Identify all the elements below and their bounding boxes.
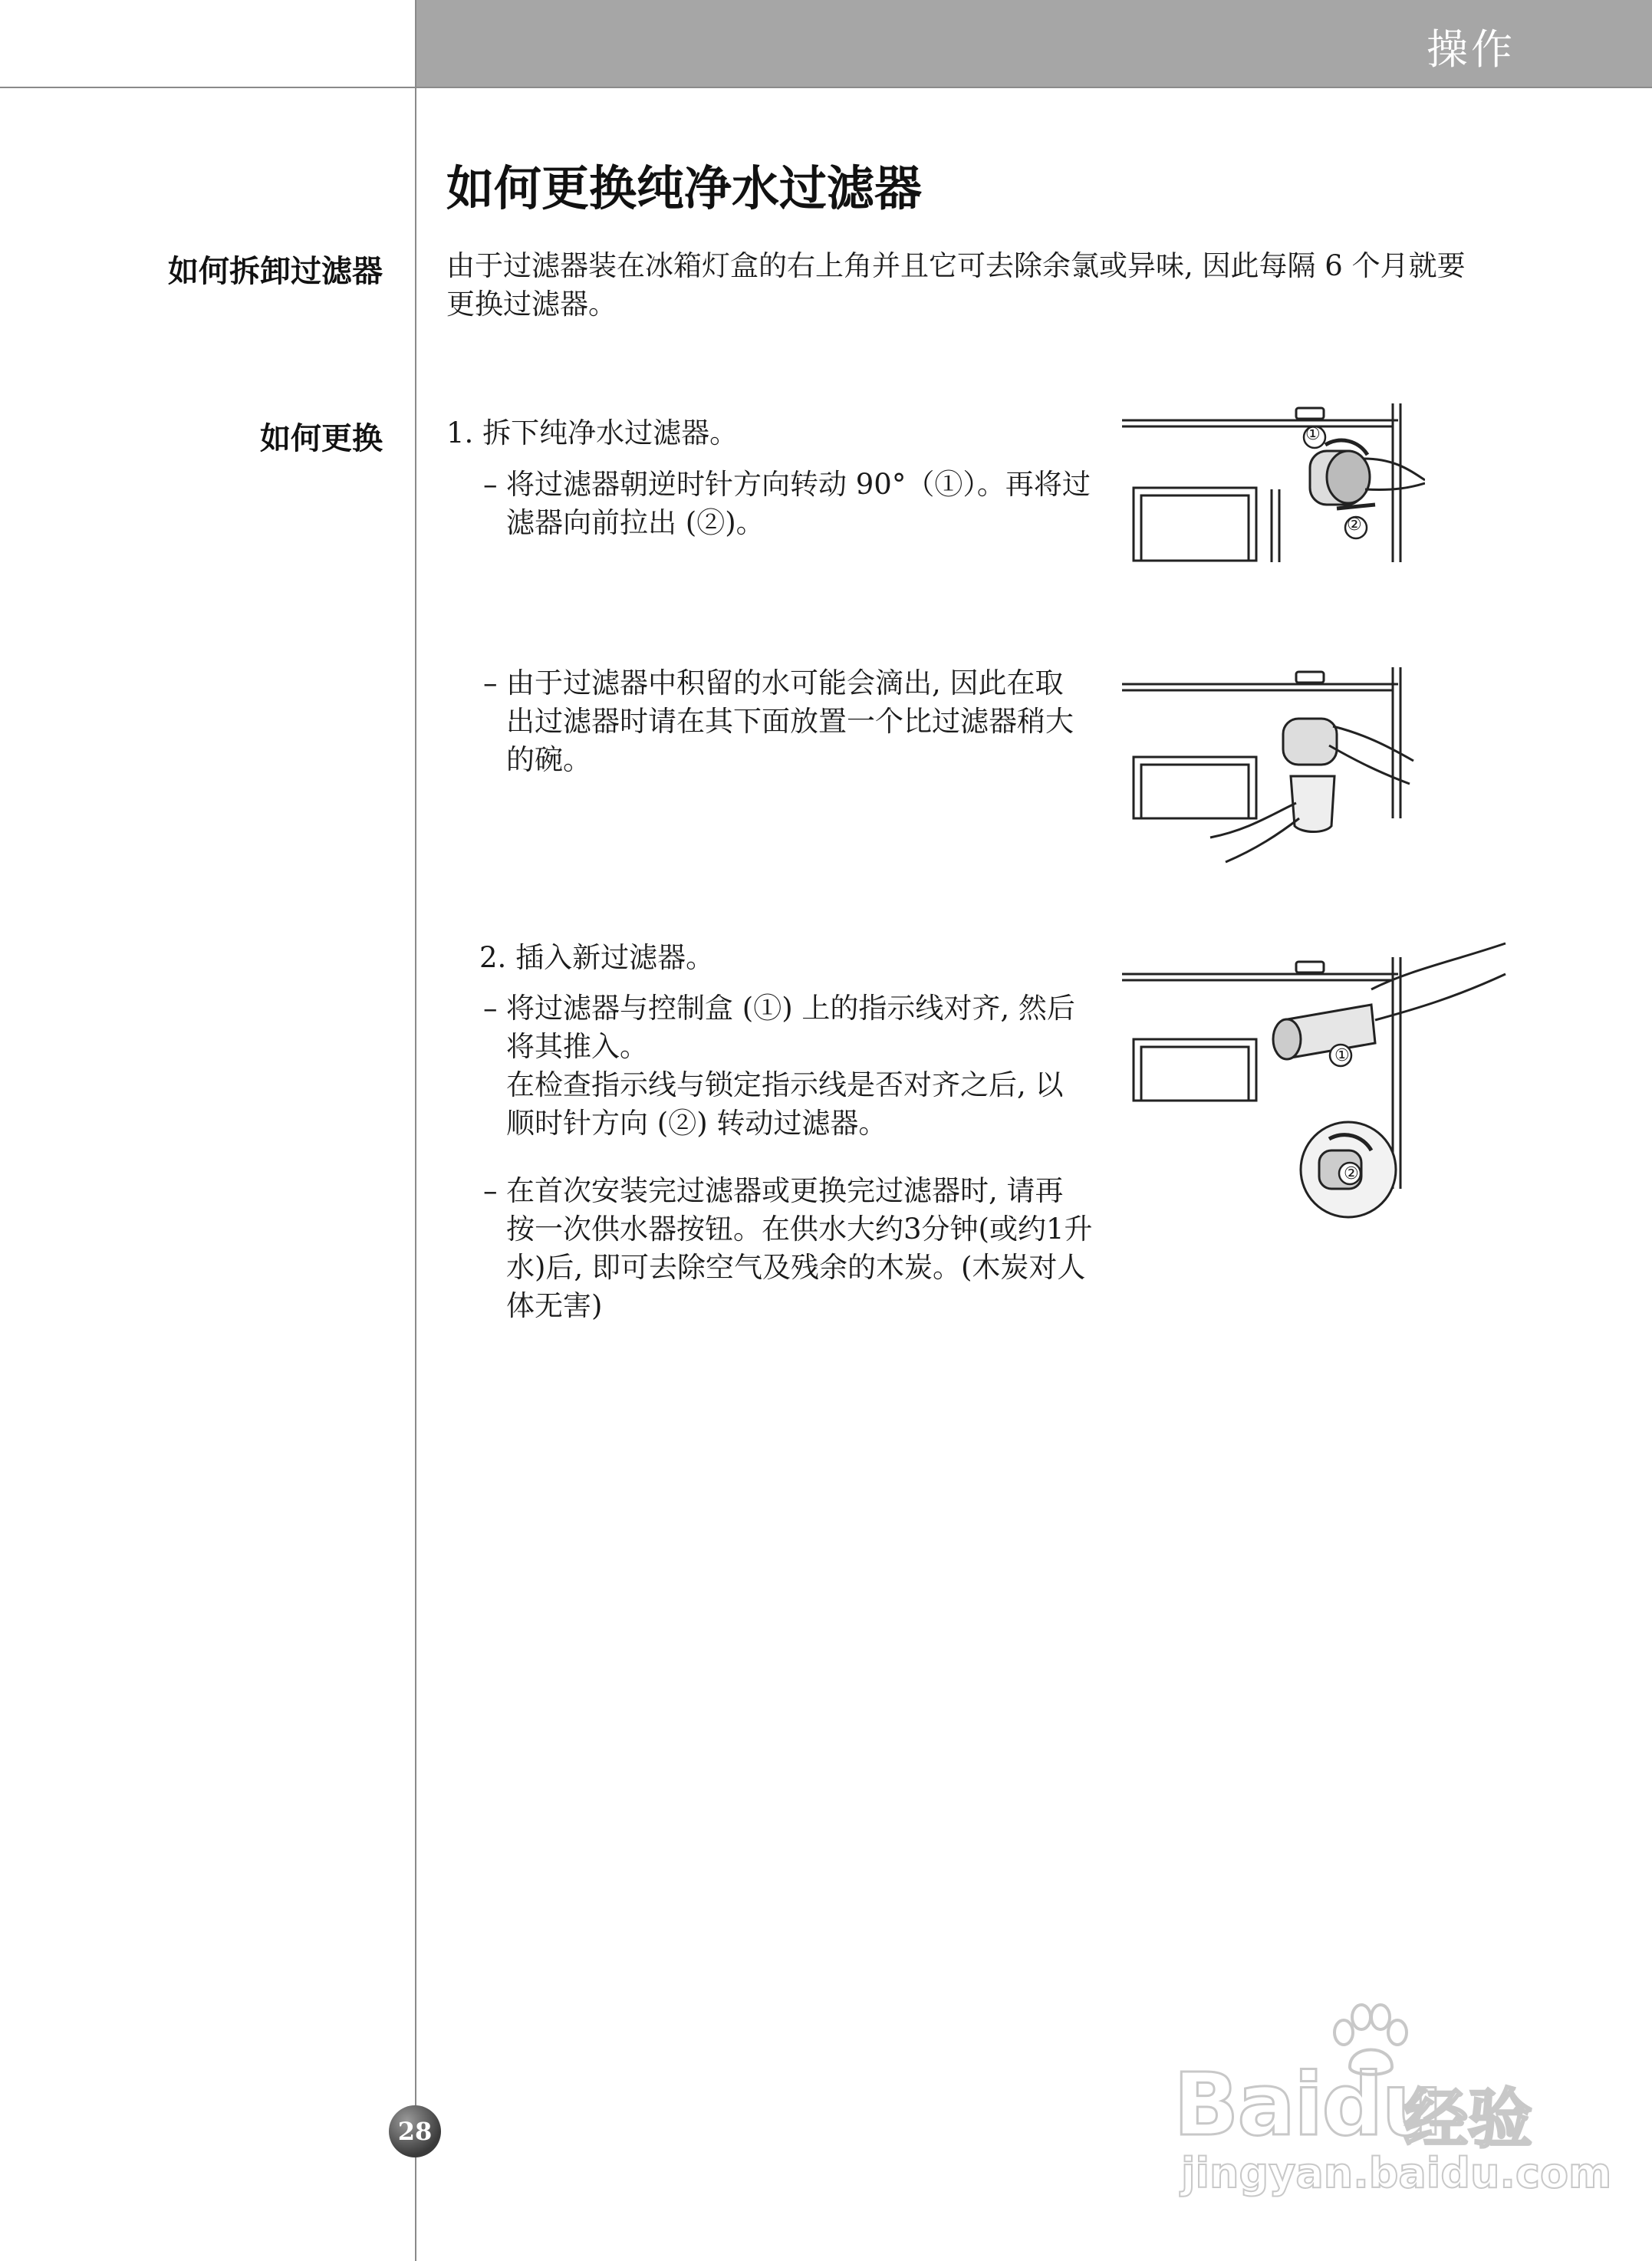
intro-line-1: 由于过滤器装在冰箱灯盒的右上角并且它可去除余氯或异味, 因此每隔 6 个月就要 — [446, 249, 1466, 282]
bullet-dash: – — [483, 666, 498, 699]
intro-line-2: 更换过滤器。 — [446, 288, 617, 321]
watermark-brand: Baidu — [1173, 2055, 1442, 2155]
figure-bowl-under-filter — [1118, 661, 1425, 864]
step-2-bullet-1-line-2: 将其推入。 — [506, 1030, 648, 1063]
step-1-bullet-1-line-2: 滤器向前拉出 (②)。 — [506, 506, 765, 539]
figure-mark-2: ② — [1344, 1164, 1359, 1183]
step-1-bullet-2-line-3: 的碗。 — [506, 743, 591, 776]
step-2-bullet-1-line-4: 顺时针方向 (②) 转动过滤器。 — [506, 1107, 887, 1140]
figure-mark-2: ② — [1347, 515, 1362, 535]
bullet-dash: – — [483, 992, 498, 1025]
step-1-bullet-2-line-2: 出过滤器时请在其下面放置一个比过滤器稍大 — [506, 705, 1074, 738]
step-2-bullet-1-line-3: 在检查指示线与锁定指示线是否对齐之后, 以 — [506, 1068, 1064, 1101]
bullet-dash: – — [483, 468, 498, 501]
step-1-bullet-1 — [483, 466, 1104, 542]
step-1-bullet-2-line-1: 由于过滤器中积留的水可能会滴出, 因此在取 — [506, 666, 1064, 699]
intro-paragraph — [446, 247, 1558, 324]
step-2-bullet-2-line-4: 体无害) — [506, 1289, 603, 1322]
step-2-heading: 2. 插入新过滤器。 — [479, 941, 715, 974]
step-2-bullet-2-line-1: 在首次安装完过滤器或更换完过滤器时, 请再 — [506, 1174, 1064, 1207]
bullet-dash: – — [483, 1174, 498, 1207]
watermark-url: jingyan.baidu.com — [1181, 2149, 1612, 2197]
step-2-bullet-1 — [483, 989, 1120, 1143]
step-2-bullet-1-line-1: 将过滤器与控制盒 (①) 上的指示线对齐, 然后 — [506, 992, 1075, 1025]
step-2-bullet-2-line-3: 水)后, 即可去除空气及残余的木炭。(木炭对人 — [506, 1251, 1086, 1284]
watermark-cn: 经验 — [1404, 2082, 1533, 2157]
step-1-heading: 1. 拆下纯净水过滤器。 — [446, 416, 739, 449]
header-divider — [0, 87, 1652, 88]
page-title: 如何更换纯净水过滤器 — [446, 160, 923, 216]
step-1-bullet-2 — [483, 664, 1104, 779]
section-title: 操作 — [1427, 25, 1515, 74]
step-1-bullet-1-line-1: 将过滤器朝逆时针方向转动 90°（①）。再将过 — [506, 468, 1091, 501]
figure-remove-filter — [1118, 397, 1425, 562]
figure-mark-1: ① — [1305, 425, 1321, 444]
margin-divider — [415, 0, 416, 2261]
figure-insert-filter — [1118, 936, 1509, 1219]
step-2-bullet-2 — [483, 1172, 1120, 1325]
page-number-badge: 28 — [389, 2105, 441, 2157]
side-label-remove: 如何拆卸过滤器 — [168, 254, 383, 289]
watermark — [1173, 2002, 1612, 2197]
step-2-bullet-2-line-2: 按一次供水器按钮。在供水大约3分钟(或约1升 — [506, 1213, 1093, 1246]
figure-mark-1: ① — [1334, 1046, 1350, 1065]
side-label-replace: 如何更换 — [260, 421, 383, 456]
